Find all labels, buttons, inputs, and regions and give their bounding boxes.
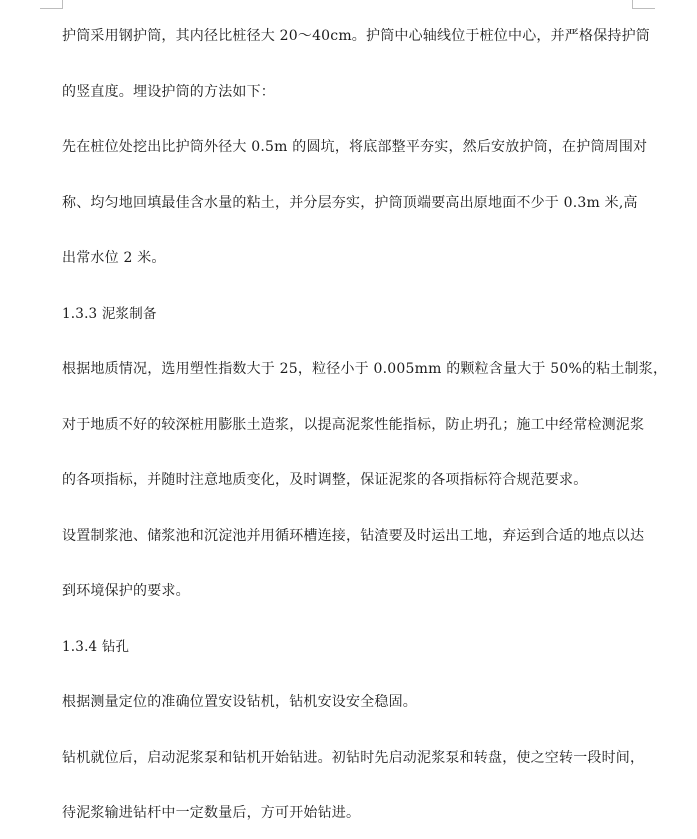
text-line: 待泥浆输进钻杆中一定数量后，方可开始钻进。	[62, 805, 361, 821]
text-line: 的各项指标，并随时注意地质变化，及时调整，保证泥浆的各项指标符合规范要求。	[62, 472, 588, 488]
text-line: 的竖直度。埋设护筒的方法如下：	[62, 84, 275, 100]
text-line: 对于地质不好的较深桩用膨胀土造浆，以提高泥浆性能指标，防止坍孔；施工中经常检测泥浆	[62, 417, 645, 433]
section-heading-1-3-3: 1.3.3 泥浆制备	[62, 306, 157, 322]
margin-corner-mark-left	[40, 0, 63, 9]
text-line: 根据地质情况，选用塑性指数大于 25，粒径小于 0.005mm 的颗粒含量大于 50%的粘土制浆，	[62, 361, 668, 377]
text-line: 钻机就位后，启动泥浆泵和钻机开始钻进。初钻时先启动泥浆泵和转盘，使之空转一段时间，	[62, 750, 645, 766]
margin-corner-mark-right	[632, 0, 655, 9]
text-line: 到环境保护的要求。	[62, 583, 190, 599]
text-line: 护筒采用钢护筒，其内径比桩径大 20～40cm。护筒中心轴线位于桩位中心，并严格保持护筒	[62, 28, 650, 44]
text-line: 先在桩位处挖出比护筒外径大 0.5m 的圆坑，将底部整平夯实，然后安放护筒，在护筒周围对	[62, 139, 648, 155]
text-line: 设置制浆池、储浆池和沉淀池并用循环槽连接，钻渣要及时运出工地，弃运到合适的地点以达	[62, 528, 645, 544]
section-heading-1-3-4: 1.3.4 钻孔	[62, 639, 130, 655]
text-line: 称、均匀地回填最佳含水量的粘土，并分层夯实，护筒顶端要高出原地面不少于 0.3m 米,高	[62, 195, 638, 211]
text-line: 出常水位 2 米。	[62, 250, 166, 266]
text-line: 根据测量定位的准确位置安设钻机，钻机安设安全稳固。	[62, 694, 417, 710]
